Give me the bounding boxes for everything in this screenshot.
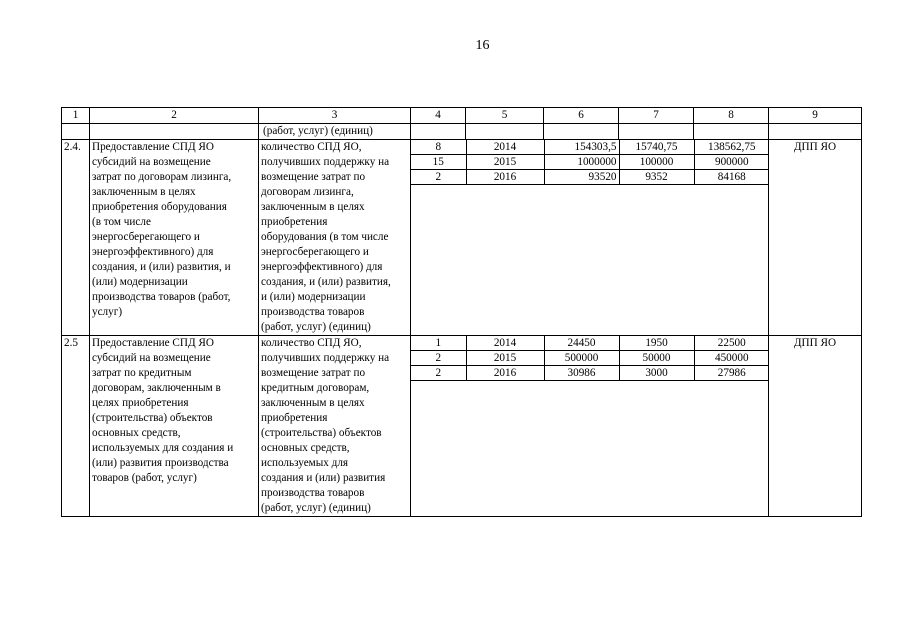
total-cell: 154303,5 <box>544 140 619 155</box>
count-cell: 1 <box>411 336 466 351</box>
count-cell: 2 <box>411 351 466 366</box>
indicator-description: количество СПД ЯО, получивших поддержку на возмещение затрат по кредитным договорам, заключенным в целях приобретения (строительства) объектов основных средств, используемых для создания и (или) развития производства товаров (работ, услуг) (единиц) <box>259 336 411 517</box>
year-row <box>411 366 769 381</box>
header-row <box>62 108 862 124</box>
total-cell: 1000000 <box>544 155 619 170</box>
regional-cell: 3000 <box>619 366 694 381</box>
year-row <box>411 336 769 351</box>
total-cell: 24450 <box>544 336 619 351</box>
count-cell: 2 <box>411 366 466 381</box>
federal-cell: 84168 <box>694 170 769 185</box>
program-table <box>61 107 862 517</box>
count-cell: 2 <box>411 170 466 185</box>
yearly-values-table <box>411 336 769 381</box>
federal-cell: 27986 <box>694 366 769 381</box>
header-cell: 3 <box>259 108 411 124</box>
federal-cell: 450000 <box>694 351 769 366</box>
yearly-values-table <box>411 140 769 185</box>
header-cell: 7 <box>619 108 694 124</box>
federal-cell: 22500 <box>694 336 769 351</box>
total-cell: 500000 <box>544 351 619 366</box>
row-number: 2.5 <box>62 336 90 517</box>
header-cell: 8 <box>694 108 769 124</box>
source-cell: ДПП ЯО <box>769 140 862 336</box>
table-row <box>62 336 862 517</box>
year-cell: 2014 <box>466 140 544 155</box>
total-cell: 93520 <box>544 170 619 185</box>
year-row <box>411 351 769 366</box>
year-cell: 2015 <box>466 155 544 170</box>
header-cell: 1 <box>62 108 90 124</box>
yearly-values <box>411 140 769 336</box>
total-cell: 30986 <box>544 366 619 381</box>
page-number: 16 <box>475 38 490 53</box>
regional-cell: 50000 <box>619 351 694 366</box>
continuation-row <box>62 124 862 140</box>
table-row <box>62 140 862 336</box>
year-cell: 2015 <box>466 351 544 366</box>
activity-description: Предоставление СПД ЯО субсидий на возмещение затрат по договорам лизинга, заключенным в целях приобретения оборудования (в том числе энергосберегающего и энергоэффективного) для создания, и (или) развития, и (или) модернизации производства товаров (работ, услуг) <box>90 140 259 336</box>
federal-cell: 138562,75 <box>694 140 769 155</box>
activity-description: Предоставление СПД ЯО субсидий на возмещение затрат по кредитным договорам, заключенным в целях приобретения (строительства) объектов основных средств, используемых для создания и (или) развития производства товаров (работ, услуг) <box>90 336 259 517</box>
source-cell: ДПП ЯО <box>769 336 862 517</box>
header-cell: 5 <box>466 108 544 124</box>
header-cell: 6 <box>544 108 619 124</box>
year-row <box>411 140 769 155</box>
regional-cell: 9352 <box>619 170 694 185</box>
regional-cell: 1950 <box>619 336 694 351</box>
year-cell: 2016 <box>466 366 544 381</box>
continuation-indicator: (работ, услуг) (единиц) <box>259 124 411 140</box>
header-cell: 2 <box>90 108 259 124</box>
row-number: 2.4. <box>62 140 90 336</box>
year-row <box>411 155 769 170</box>
year-row <box>411 170 769 185</box>
count-cell: 15 <box>411 155 466 170</box>
header-cell: 4 <box>411 108 466 124</box>
federal-cell: 900000 <box>694 155 769 170</box>
regional-cell: 15740,75 <box>619 140 694 155</box>
year-cell: 2014 <box>466 336 544 351</box>
year-cell: 2016 <box>466 170 544 185</box>
header-cell: 9 <box>769 108 862 124</box>
regional-cell: 100000 <box>619 155 694 170</box>
count-cell: 8 <box>411 140 466 155</box>
indicator-description: количество СПД ЯО, получивших поддержку на возмещение затрат по договорам лизинга, заключенным в целях приобретения оборудования (в том числе энергосберегающего и энергоэффективного) для создания, и (или) развития, и (или) модернизации производства товаров (работ, услуг) (единиц) <box>259 140 411 336</box>
yearly-values <box>411 336 769 517</box>
